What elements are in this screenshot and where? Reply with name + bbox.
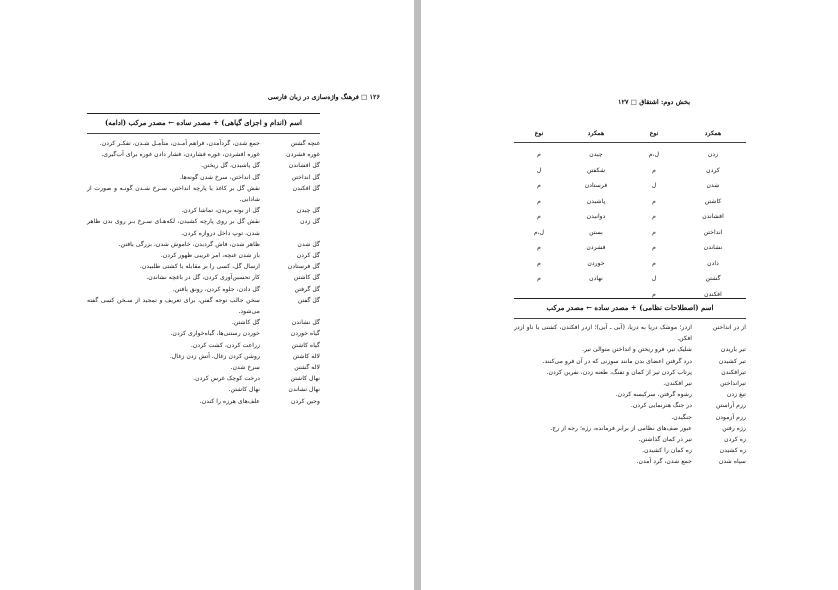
entry-definition: عبور صف‌های نظامی از برابر فرمانده، رژه؛ رجه از رج.	[550, 424, 692, 432]
entry-term: گل انداختن	[291, 173, 320, 181]
entry-definition: درد گرفتن اعضای بدن مانند سوزنی که در آن فرو می‌کنند.	[542, 357, 692, 365]
entry-row	[514, 322, 746, 344]
entry-definition: باز شدن غنچه، امر غریبی ظهور کردن.	[160, 252, 260, 260]
entry-definition: زراعت کردن، کشت کردن.	[190, 341, 260, 349]
table-row	[514, 240, 746, 256]
entry-list	[514, 322, 746, 468]
entry-definition: شلیک تیر، فرو ریختن و انداختن متوالی تیر.	[582, 346, 692, 354]
table-cell-type: م	[537, 182, 541, 189]
table-cell-verb: پاشیدن	[586, 197, 606, 205]
entry-row	[87, 183, 320, 205]
table-cell-verb: فرستادن	[584, 182, 608, 189]
entry-definition: ظاهر شدن، فاش گردیدن، خاموش شدن، بزرگی یافتن.	[118, 240, 260, 248]
table-cell-type: ل،م	[533, 228, 545, 236]
column-header-type: نوع	[534, 130, 544, 137]
entry-list	[87, 138, 320, 407]
table-row	[514, 147, 746, 163]
book-page-127	[421, 0, 838, 590]
entry-row	[87, 216, 320, 238]
entry-term: زه کشیدن	[719, 447, 746, 455]
table-cell-verb: گشتن	[705, 275, 721, 282]
entry-row	[514, 367, 746, 378]
entry-row	[87, 373, 320, 384]
entry-term: تیرافکندن	[721, 368, 746, 376]
table-cell-type: م	[537, 244, 541, 251]
entry-term: نهال کاشتن	[290, 375, 320, 383]
entry-term: گیاه خوردن	[290, 330, 320, 338]
table-cell-verb: بستن	[589, 228, 603, 236]
table-cell-verb: کاشتن	[704, 197, 722, 205]
table-row	[514, 225, 746, 241]
table-row	[514, 256, 746, 272]
entry-definition: ارسال گل، کسی را بر مقابله یا کشتی طلبیدن.	[139, 263, 260, 271]
entry-row	[87, 396, 320, 407]
entry-row	[87, 160, 320, 171]
table-row	[514, 271, 746, 287]
table-cell-verb	[564, 287, 628, 303]
entry-row	[87, 317, 320, 328]
entry-row	[87, 384, 320, 395]
entry-definition: درخت کوچک غرس کردن.	[193, 375, 260, 383]
table-cell-type: ل	[536, 166, 542, 174]
entry-row	[514, 412, 746, 423]
entry-term: تیغ زدن	[726, 391, 746, 399]
section-title: اسم (اندام و اجزای گیاهی) + مصدر ساده ← مصدر مرکب (ادامه)	[104, 118, 302, 127]
entry-definition: تیر در کمان گذاشتن.	[638, 436, 692, 444]
table-cell-type: م	[537, 259, 541, 267]
entry-row	[514, 456, 746, 467]
entry-term: گیاه کاشتن	[291, 341, 320, 349]
table-cell-verb: فشردن	[586, 244, 606, 251]
table-cell-type: م	[652, 166, 656, 174]
entry-term: تیرانداختن	[720, 380, 746, 388]
entry-term: گل گرفتن	[294, 285, 320, 293]
entry-term: لاله گشتن	[294, 364, 320, 372]
entry-definition: تیر افکندن.	[663, 380, 692, 388]
section-rule	[87, 133, 320, 134]
table-cell-verb: چیدن	[589, 151, 603, 158]
entry-row	[514, 389, 746, 400]
table-cell-type: م	[537, 213, 541, 220]
entry-term: رزم آراستن	[716, 402, 746, 410]
entry-term: گل افشاندن	[288, 162, 320, 170]
entry-row	[514, 378, 746, 389]
entry-definition: جمع شدن، گردآمدن، فراهم آمـدن، متأمـل شـدن، تفکـر کردن.	[99, 140, 260, 147]
entry-row	[514, 344, 746, 355]
entry-definition: زه کمان را کشیدن.	[642, 447, 692, 455]
entry-row	[87, 239, 320, 250]
entry-row	[87, 362, 320, 373]
table-cell-type: ل،م	[648, 151, 660, 158]
entry-term: رژه رفتن	[722, 424, 746, 432]
entry-definition: گل کاشتن.	[231, 319, 260, 327]
column-header-hamkard: همکرد	[587, 130, 605, 137]
table-cell-verb: دوانیدن	[586, 213, 606, 220]
table-cell-type: م	[652, 213, 656, 220]
table-cell-type: ل	[651, 182, 657, 189]
table-row	[514, 209, 746, 225]
entry-term: گل افکندن	[292, 184, 320, 192]
table-row	[514, 287, 746, 303]
table-cell-type: م	[652, 290, 656, 298]
entry-row	[87, 261, 320, 272]
table-cell-verb: خوردن	[587, 259, 605, 267]
entry-term: تیر کشیدن	[718, 357, 746, 365]
entry-term: گل نشاندن	[291, 319, 320, 327]
entry-definition: در جنگ هنرنمایی کردن.	[630, 402, 692, 410]
entry-term: گل شدن	[297, 240, 320, 248]
table-cell-verb: نشاندن	[703, 244, 723, 251]
entry-definition: غوره افشردن، غوره فشاردن، فشار دادن غوره برای آب‌گیری.	[101, 151, 260, 159]
entry-definition: جمع شدن، گرد آمدن.	[636, 458, 692, 466]
column-header-type: نوع	[649, 130, 659, 137]
table-cell-type: م	[652, 197, 656, 205]
book-page-126	[0, 0, 414, 590]
page-gutter	[414, 0, 421, 590]
table-cell-type: ل	[651, 275, 657, 282]
section-title: اسم (اصطلاحات نظامی) + مصدر ساده ← مصدر مرکب	[546, 303, 714, 312]
table-cell-verb: افشاندن	[702, 213, 724, 220]
entry-row	[87, 138, 320, 149]
entry-row	[87, 351, 320, 362]
table-header	[514, 127, 746, 141]
entry-row	[514, 434, 746, 445]
entry-definition: نقش گل بر روی پارچه کشیدن، لکه‌هـای سـرخ بـر روی بدن ظاهر شدن، توپ داخل دروازه کردن.	[87, 218, 260, 237]
table-cell-verb: کردن	[706, 166, 720, 174]
table-cell-type: م	[652, 259, 656, 267]
table-cell-verb: نهادن	[589, 275, 603, 282]
entry-row	[87, 149, 320, 160]
entry-definition: نقش گل بر کاغذ یا پارچه انداختن، سـرخ شـدن گونـه و صورت از شادابی.	[87, 184, 260, 204]
entry-definition: روشن کردن زغال، آتش زدن زغال.	[169, 352, 260, 360]
entry-definition: سخن جالب توجه گفتن، برای تعریف و تمجید از سـخن کسی گفته می‌شود.	[87, 296, 260, 316]
entry-definition: پرتاب کردن تیر از کمان و تفنگ، طعنه زدن، نفرین کردن.	[546, 368, 692, 376]
table-cell-type: م	[537, 275, 541, 282]
entry-term: گل کردن	[296, 252, 320, 260]
entry-term: نهال نشاندن	[288, 386, 320, 394]
entry-definition: جنگیدن.	[671, 413, 692, 421]
entry-row	[87, 340, 320, 351]
table-cell-type: م	[537, 197, 541, 205]
entry-term: گل چیدن	[296, 207, 320, 215]
entry-row	[87, 172, 320, 183]
entry-row	[514, 356, 746, 367]
section-rule-bottom	[514, 318, 746, 319]
entry-definition: گل دادن، جلوه کردن، رونق یافتن.	[172, 285, 260, 293]
entry-term: تیر باریدن	[720, 346, 746, 354]
table-cell-verb: شدن	[706, 182, 720, 189]
entry-definition: ازدر؛ موشک دریا به دریا، (آبی ـ آبی)؛ ازدر افکندن، کشتی یا ناو ازدر افکن.	[514, 324, 692, 343]
entry-term: وجین کردن	[290, 397, 320, 405]
entry-row	[87, 272, 320, 283]
table-row	[514, 194, 746, 210]
entry-term: غوره فشردن	[286, 151, 320, 159]
table-rule	[514, 142, 746, 143]
entry-term: لاله کاشتن	[292, 352, 320, 360]
entry-term: گل گفتن	[297, 296, 320, 304]
column-header-hamkard: همکرد	[704, 130, 722, 137]
entry-row	[514, 423, 746, 434]
entry-definition: خوردن رستنی‌ها، گیاه‌خواری کردن.	[170, 330, 260, 338]
page-header: بخش دوم: اشتقاق □ ۱۲۷	[618, 98, 690, 106]
table-cell-verb: دادن	[707, 259, 719, 267]
entry-term: گل کاشتن	[293, 274, 320, 282]
entry-row	[87, 205, 320, 216]
entry-definition: رشوه گرفتن، سرکیسه کردن.	[615, 391, 692, 399]
entry-term: غنچه گشتن	[290, 140, 320, 147]
entry-term: سپاه شدن	[718, 458, 746, 466]
table-cell-type: م	[652, 244, 656, 251]
entry-definition: علف‌های هرزه را کندن.	[199, 397, 260, 405]
verb-table	[514, 127, 746, 302]
entry-row	[87, 328, 320, 339]
table-cell-type	[514, 287, 564, 303]
table-cell-verb: انداختن	[703, 228, 723, 236]
entry-definition: نهال کاشتن.	[228, 386, 260, 394]
entry-definition: گل انداختن، سرخ شدن گونه‌ها.	[179, 173, 260, 181]
section-rule-top	[514, 298, 746, 299]
entry-term: رزم آزمودن	[715, 413, 746, 421]
entry-row	[87, 250, 320, 261]
header-rule	[87, 113, 320, 114]
table-row	[514, 178, 746, 194]
entry-row	[514, 445, 746, 456]
entry-definition: سرخ شدن.	[230, 364, 260, 372]
entry-term: گل فرستادن	[287, 263, 320, 271]
entry-row	[87, 284, 320, 295]
table-cell-verb: زدن	[707, 151, 719, 158]
table-cell-verb: افکندن	[704, 290, 722, 298]
table-cell-type: م	[537, 151, 541, 158]
entry-term: زه کردن	[724, 436, 746, 444]
table-row	[514, 163, 746, 179]
page-header: ۱۲۶ □ فرهنگ واژه‌سازی در زبان فارسی	[267, 93, 380, 101]
entry-row	[514, 400, 746, 411]
table-cell-verb: شکفتن	[586, 166, 606, 174]
entry-term: گل زدن	[300, 218, 320, 226]
entry-definition: گل پاشیدن، گل ریختن.	[201, 162, 260, 170]
entry-definition: گل از بوته بریدن، تماشا کردن.	[181, 207, 260, 215]
entry-definition: کار تحسین‌آوری کردن، گل در باغچه نشاندن.	[146, 274, 260, 282]
table-cell-type: م	[652, 228, 656, 236]
entry-term: از در انداختن	[712, 324, 746, 331]
entry-row	[87, 295, 320, 317]
